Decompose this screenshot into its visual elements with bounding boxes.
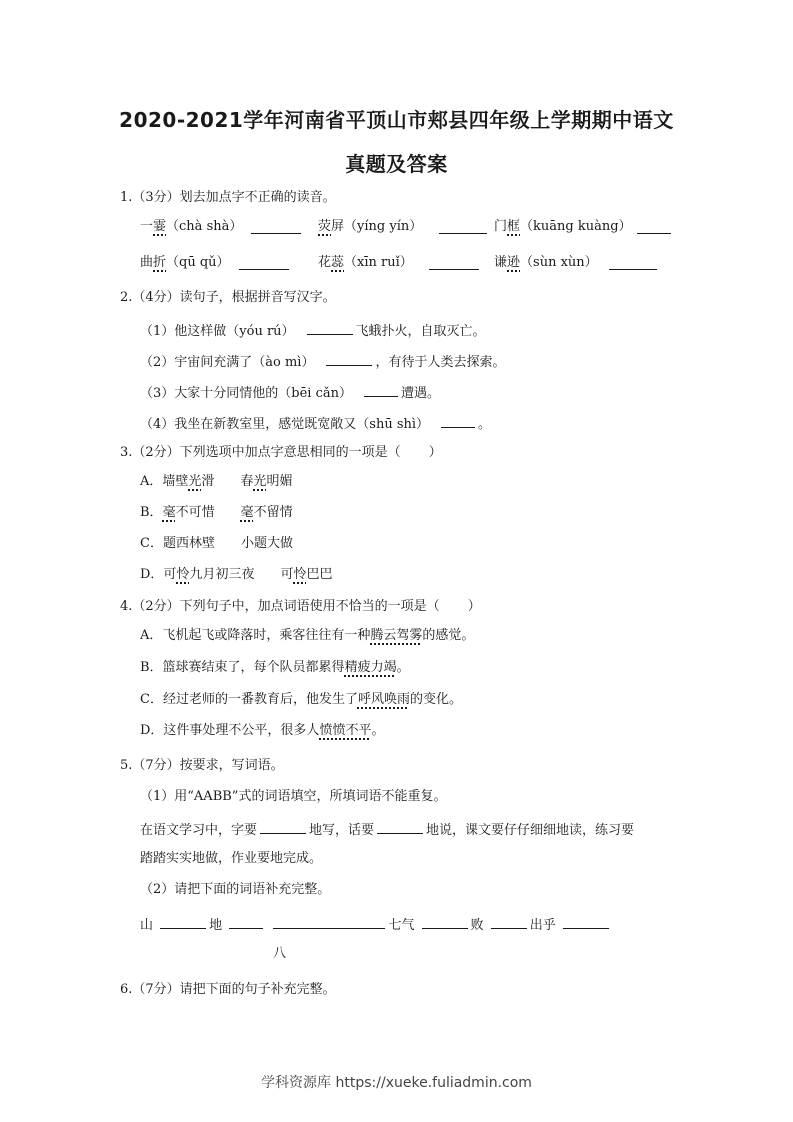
q3-option-b: B．毫不可惜 毫不留情 [140,505,293,520]
q5-blank-di[interactable] [229,915,263,929]
q5-word-row: 山 地 七气 败 出乎 [140,915,612,934]
q4-option-d: D．这件事处理不公平，很多人愤愤不平。 [140,723,385,738]
q1-item-1: 一霎（chà shà） [140,219,243,234]
q5-paragraph-line1: 在语文学习中，字要 地写，话要 地说，课文要仔仔细细地读，练习要 [140,820,634,839]
q3-option-d: D．可怜九月初三夜 可怜巴巴 [140,567,333,582]
q5-blank-2[interactable] [377,820,423,834]
q1-item-4: 曲折（qū qǔ） [140,255,230,270]
q4-option-a: A．飞机起飞或降落时，乘客往往有一种腾云驾雾的感觉。 [140,628,475,643]
q1-item-5: 花蕊（xīn ruǐ） [318,255,413,270]
q2-stem: 2.（4分）读句子，根据拼音写汉字。 [120,290,336,305]
q3-option-c: C．题西林壁 小题大做 [140,536,293,551]
q5-word-ba: 八 [273,946,287,961]
footer-watermark: 学科资源库 https://xueke.fuliadmin.com [261,1075,532,1091]
q1-blank-2[interactable] [439,220,487,234]
title-line-1: 2020-2021学年河南省平顶山市郏县四年级上学期期中语文 [119,108,674,132]
q1-item-3: 门框（kuāng kuàng） [494,219,632,234]
q2-sentence-2: （2）宇宙间充满了（ào mì） ，有待于人类去探索。 [140,352,505,371]
q6-stem: 6.（7分）请把下面的句子补充完整。 [120,982,336,997]
q1-blank-5[interactable] [429,256,479,270]
q3-stem: 3.（2分）下列选项中加点字意思相同的一项是（ ） [120,445,442,460]
q2-sentence-1: （1）他这样做（yóu rú） 飞蛾扑火，自取灭亡。 [140,321,486,340]
q2-sentence-3: （3）大家十分同情他的（bēi cǎn） 遭遇。 [140,383,440,402]
q2-blank-3[interactable] [364,383,398,397]
q5-blank-chuhu[interactable] [563,915,609,929]
q5-paragraph-line2: 踏踏实实地做，作业要地完成。 [140,851,323,866]
q1-blank-6[interactable] [609,256,657,270]
q2-sentence-4: （4）我坐在新教室里，感觉既宽敞又（shū shì） 。 [140,414,491,433]
q4-stem: 4.（2分）下列句子中，加点词语使用不恰当的一项是（ ） [120,599,481,614]
q2-blank-2[interactable] [326,352,372,366]
q1-blank-3[interactable] [637,220,671,234]
q1-stem: 1.（3分）划去加点字不正确的读音。 [120,190,336,205]
q4-option-b: B．篮球赛结束了，每个队员都累得精疲力竭。 [140,660,410,675]
q1-item-6: 谦逊（sùn xùn） [494,255,598,270]
q5-stem: 5.（7分）按要求，写词语。 [120,758,284,773]
q5-sub2: （2）请把下面的词语补充完整。 [140,882,331,897]
q4-option-c: C．经过老师的一番教育后，他发生了呼风唤雨的变化。 [140,692,462,707]
q1-blank-1[interactable] [251,220,301,234]
q5-blank-long[interactable] [273,915,385,929]
q3-option-a: A．墙壁光滑 春光明媚 [140,474,293,489]
title-line-2: 真题及答案 [345,152,448,176]
q2-blank-4[interactable] [441,414,475,428]
q1-blank-4[interactable] [239,256,289,270]
q2-blank-1[interactable] [307,321,353,335]
q5-blank-bai[interactable] [491,915,527,929]
q5-blank-shan[interactable] [160,915,206,929]
q5-sub1: （1）用“AABB”式的词语填空，所填词语不能重复。 [140,789,447,804]
q5-blank-1[interactable] [260,820,306,834]
q1-item-2: 荧屏（yíng yín） [318,219,423,234]
q5-blank-qiqi[interactable] [422,915,468,929]
